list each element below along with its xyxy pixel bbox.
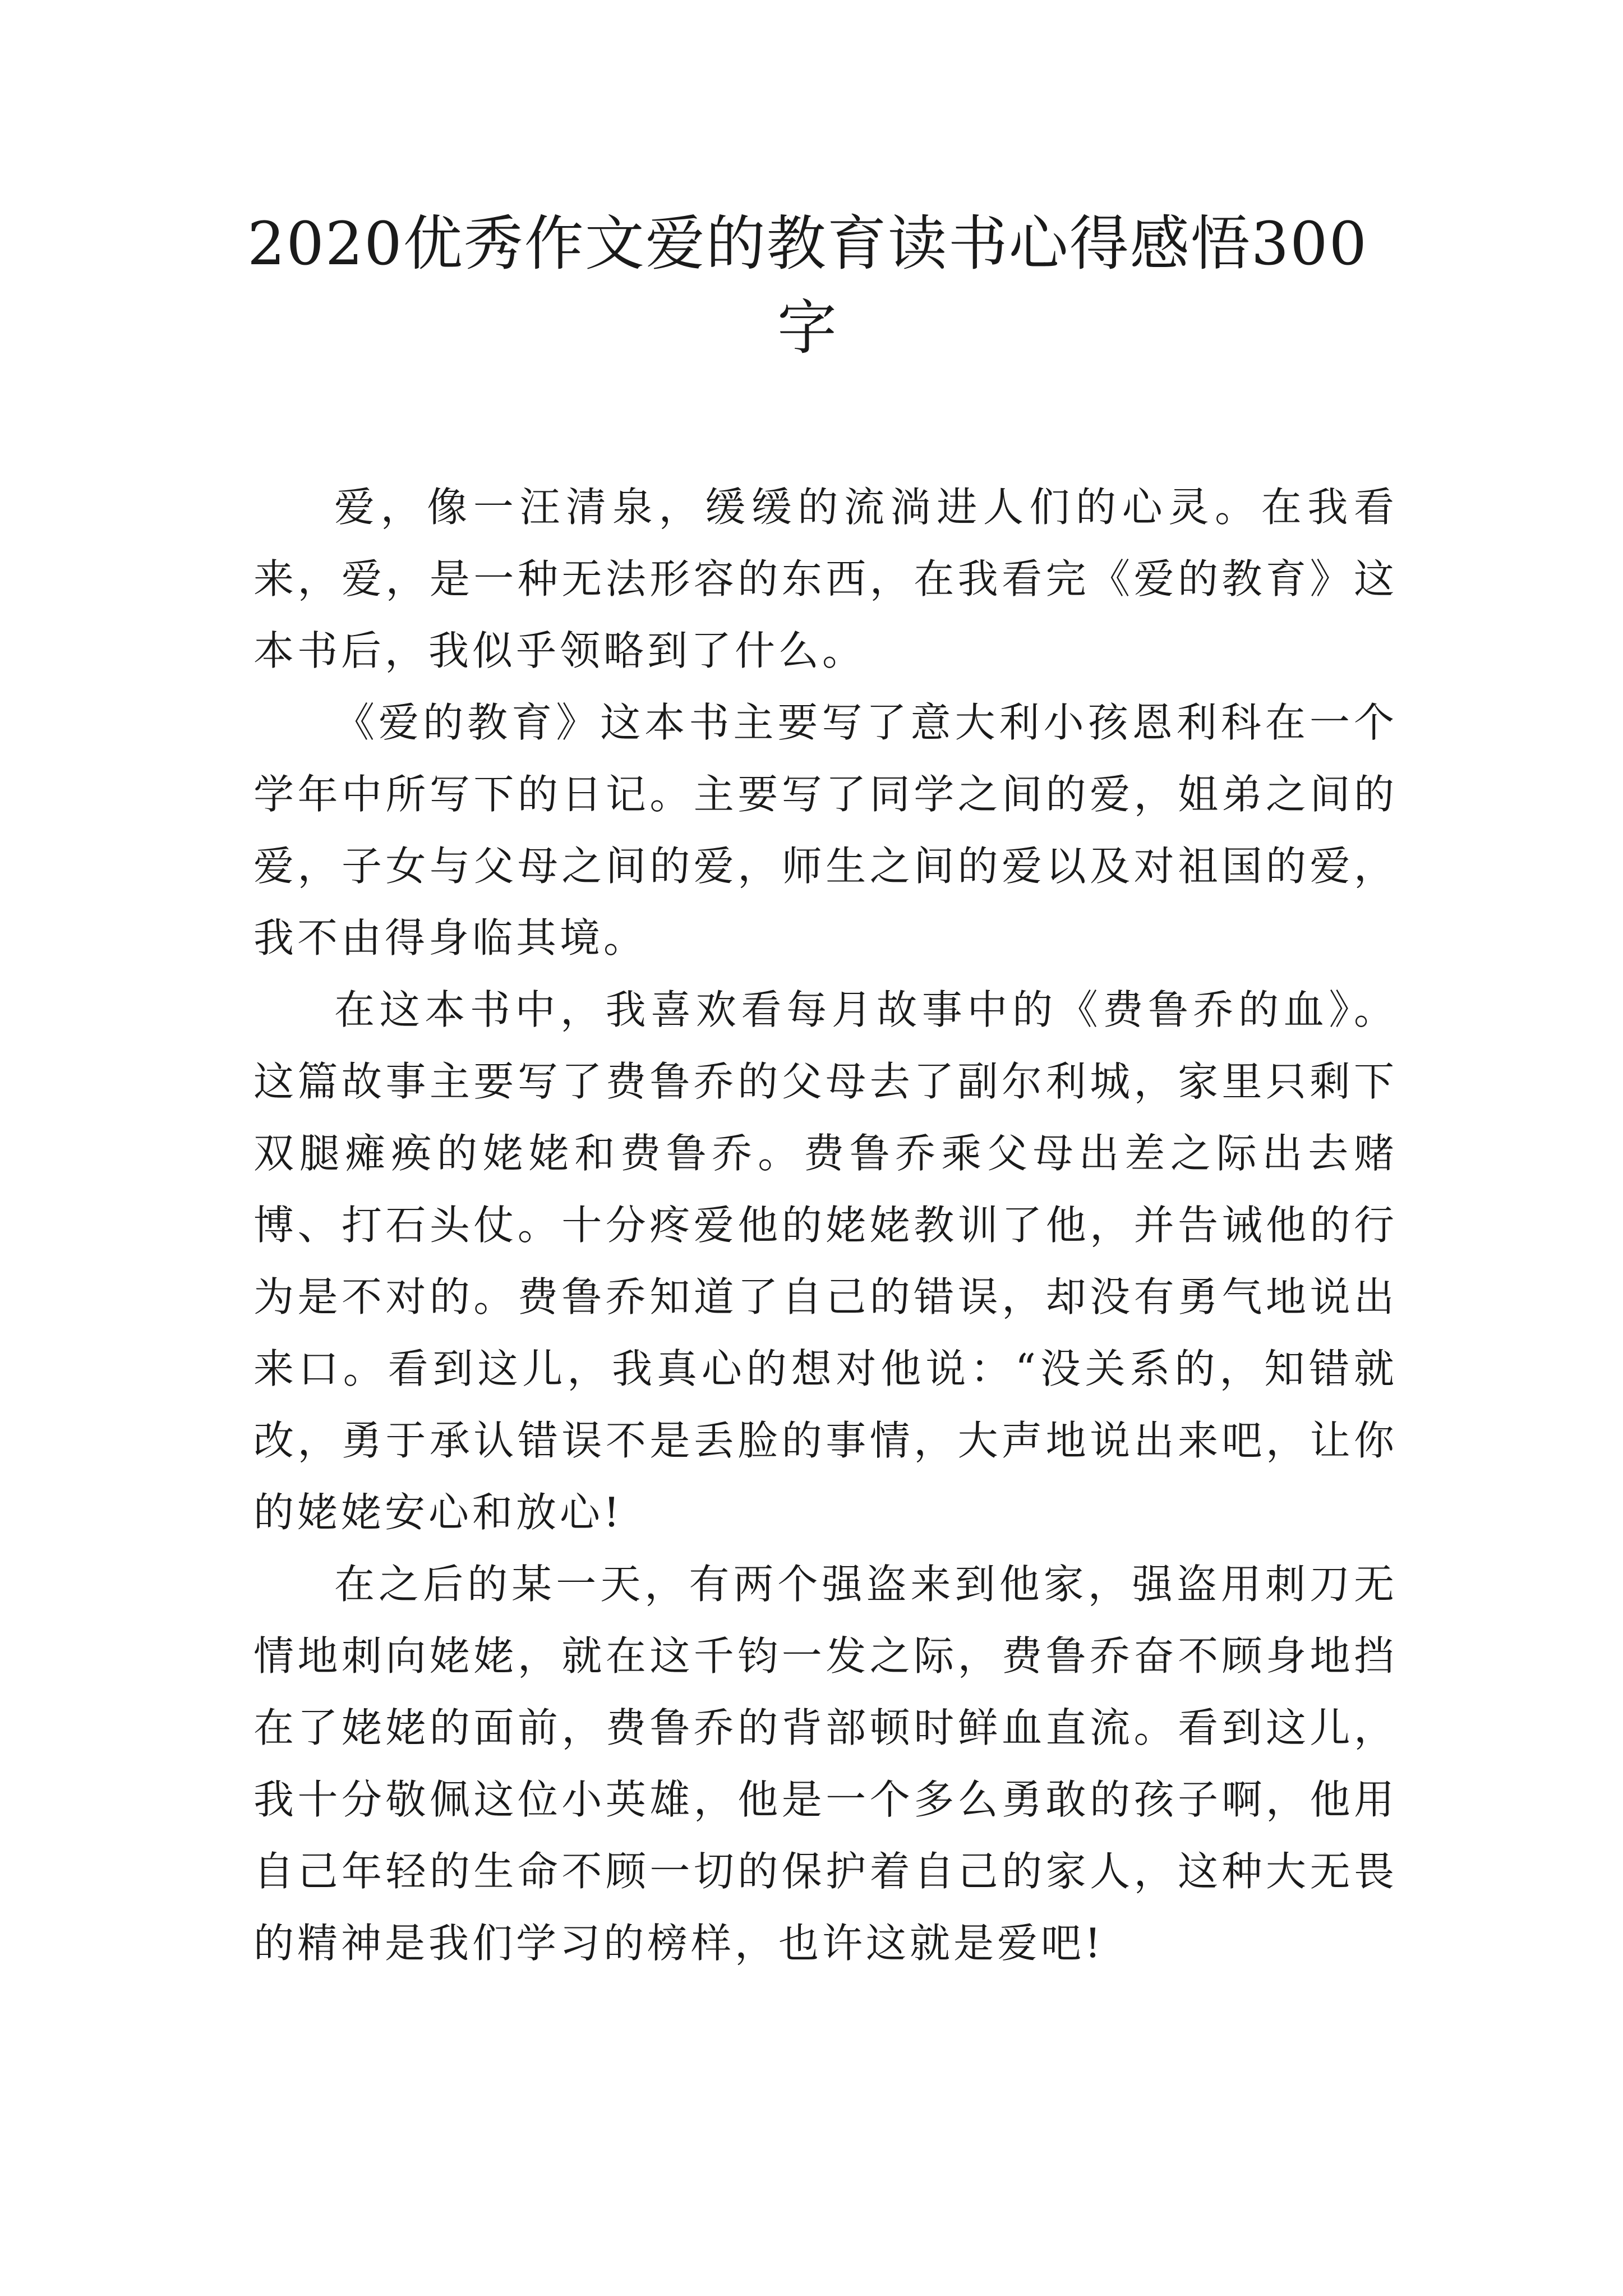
paragraph-3: 在这本书中，我喜欢看每月故事中的《费鲁乔的血》。这篇故事主要写了费鲁乔的父母去了副尔利城，家里只剩下双腿瘫痪的姥姥和费鲁乔。费鲁乔乘父母出差之际出去赌博、打石头仗。十分疼爱他的姥姥教训了他，并告诫他的行为是不对的。费鲁乔知道了自己的错误，却没有勇气地说出来口。看到这儿，我真心的想对他说：“没关系的，知错就改，勇于承认错误不是丢脸的事情，大声地说出来吧，让你的姥姥安心和放心! — [253, 986, 1398, 1536]
title-line-1: 2020优秀作文爱的教育读书心得感悟300 — [247, 209, 1368, 278]
paragraph-1: 爱，像一汪清泉，缓缓的流淌进人们的心灵。在我看来，爱，是一种无法形容的东西，在我看完《爱的教育》这本书后，我似乎领略到了什么。 — [253, 484, 1398, 674]
document-title — [247, 202, 1368, 370]
document-body — [253, 471, 1398, 1979]
paragraph-2: 《爱的教育》这本书主要写了意大利小孩恩利科在一个学年中所写下的日记。主要写了同学之间的爱，姐弟之间的爱，子女与父母之间的爱，师生之间的爱以及对祖国的爱，我不由得身临其境。 — [253, 699, 1398, 961]
title-line-2: 字 — [777, 293, 838, 362]
paragraph-4: 在之后的某一天，有两个强盗来到他家，强盗用刺刀无情地刺向姥姥，就在这千钧一发之际，费鲁乔奋不顾身地挡在了姥姥的面前，费鲁乔的背部顿时鲜血直流。看到这儿，我十分敬佩这位小英雄，他是一个多么勇敢的孩子啊，他用自己年轻的生命不顾一切的保护着自己的家人，这种大无畏的精神是我们学习的榜样，也许这就是爱吧! — [253, 1561, 1398, 1967]
